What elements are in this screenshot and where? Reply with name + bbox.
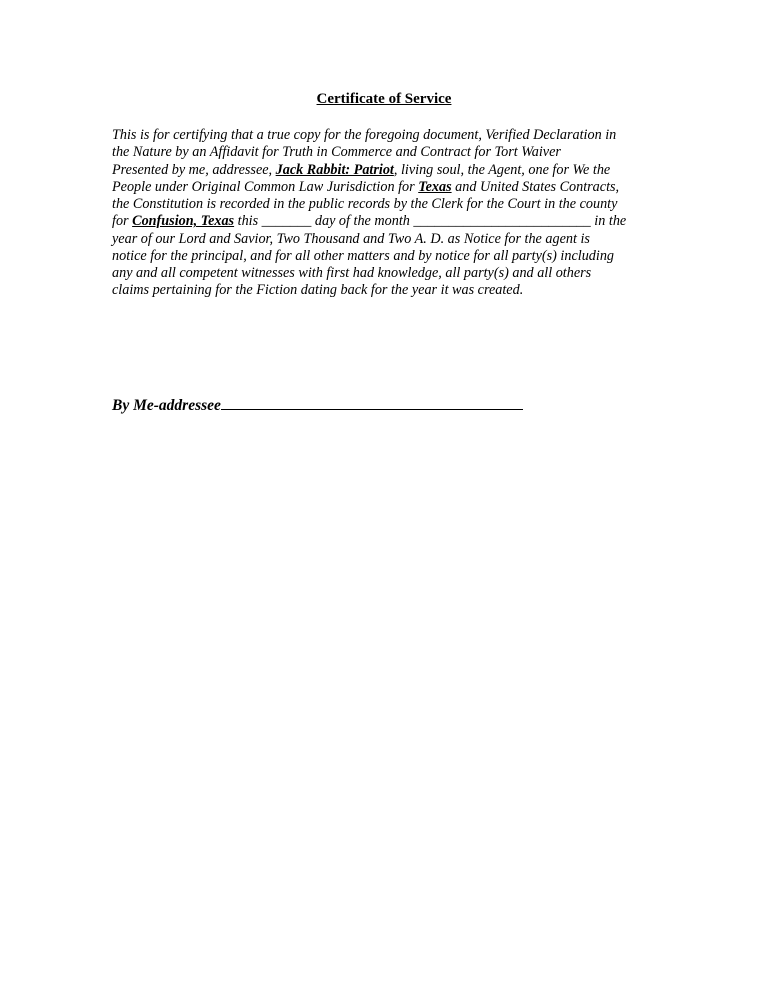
signature-line (221, 394, 523, 410)
signature-label: By Me-addressee (112, 397, 221, 414)
body-text-run: the Nature by an Affidavit for Truth in Commerce and Contract for Tort Waiver (112, 144, 561, 161)
body-text-run: People under Original Common Law Jurisdiction for (112, 178, 419, 195)
document-title: Certificate of Service (316, 91, 452, 107)
emphasized-name: Jack Rabbit: Patriot (275, 161, 394, 178)
body-text-run: this _______ day of the month _________________________ in the (234, 213, 627, 230)
body-text-run: notice for the principal, and for all other matters and by notice for all party(s) including (112, 247, 615, 264)
body-line (112, 248, 652, 265)
emphasized-name: Texas (418, 178, 452, 195)
body-text-run: Presented by me, addressee, (112, 161, 276, 178)
certificate-body (112, 127, 652, 300)
body-text-run: , living soul, the Agent, one for We the (393, 161, 611, 178)
body-text-run: any and all competent witnesses with first had knowledge, all party(s) and all others (112, 265, 592, 281)
body-line (112, 213, 652, 230)
body-line (112, 196, 652, 213)
body-text-run: This is for certifying that a true copy for the foregoing document, Verified Declaration in (112, 127, 617, 143)
emphasized-name: Confusion, Texas (132, 213, 235, 230)
body-text-run: and United States Contracts, (451, 178, 620, 195)
body-text-run: year of our Lord and Savior, Two Thousand and Two A. D. as Notice for the agent is (112, 230, 590, 247)
body-line (112, 144, 652, 161)
body-line (112, 282, 652, 299)
body-line (112, 179, 652, 196)
body-text-run: the Constitution is recorded in the public records by the Clerk for the Court in the county (112, 196, 618, 212)
body-line (112, 127, 652, 144)
body-line (112, 265, 652, 282)
body-line (112, 162, 652, 179)
body-line (112, 231, 652, 248)
body-text-run: for (112, 213, 133, 230)
signature-block (112, 394, 523, 415)
body-text-run: claims pertaining for the Fiction dating back for the year it was created. (112, 282, 524, 299)
